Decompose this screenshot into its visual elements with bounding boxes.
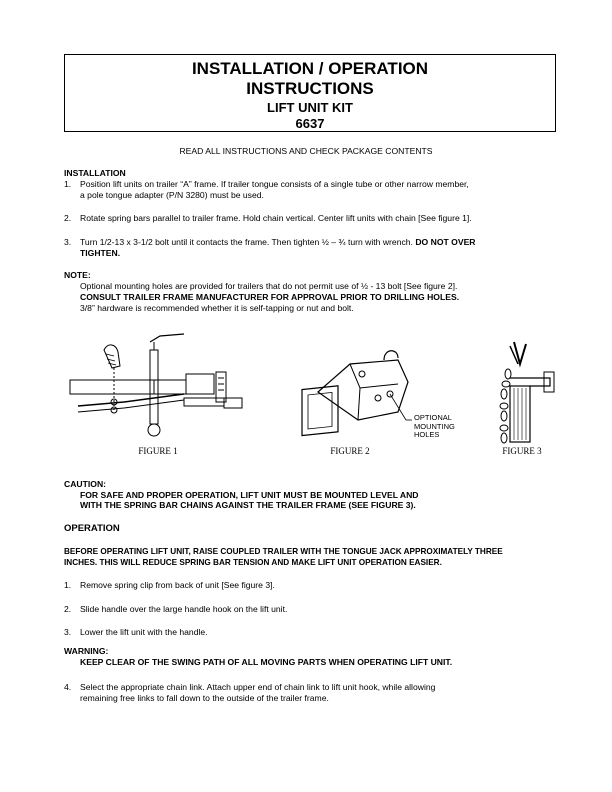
note-line-1: Optional mounting holes are provided for trailers that do not permit use of ½ - 13 bolt [See figure 2].	[80, 281, 458, 291]
figure-1-caption: FIGURE 1	[138, 446, 178, 456]
install-step-2-num: 2.	[64, 213, 72, 223]
installation-heading: INSTALLATION	[64, 168, 126, 178]
operation-intro-line-2: INCHES. THIS WILL REDUCE SPRING BAR TENSION AND MAKE LIFT UNIT OPERATION EASIER.	[64, 558, 442, 567]
warning-heading: WARNING:	[64, 646, 109, 656]
callout-line-3: HOLES	[414, 430, 440, 439]
op-step-1-num: 1.	[64, 580, 72, 590]
op-step-4-num: 4.	[64, 682, 72, 692]
read-all-notice: READ ALL INSTRUCTIONS AND CHECK PACKAGE CONTENTS	[179, 146, 433, 156]
install-step-1-line-1: Position lift units on trailer “A” frame. If trailer tongue consists of a single tube or other narrow member,	[80, 179, 469, 189]
install-step-1-num: 1.	[64, 179, 72, 189]
title-line-2: INSTRUCTIONS	[246, 79, 374, 98]
callout-line-1: OPTIONAL	[414, 413, 452, 422]
caution-line-2: WITH THE SPRING BAR CHAINS AGAINST THE TRAILER FRAME (SEE FIGURE 3).	[80, 500, 416, 510]
operation-intro-line-1: BEFORE OPERATING LIFT UNIT, RAISE COUPLED TRAILER WITH THE TONGUE JACK APPROXIMATELY THREE	[64, 547, 503, 556]
figure-1-illustration	[64, 332, 244, 444]
install-step-3-text: Turn 1/2-13 x 3-1/2 bolt until it contacts the frame. Then tighten ½ – ¾ turn with wrench.	[80, 237, 416, 247]
note-heading: NOTE:	[64, 270, 91, 280]
install-step-3-warning: DO NOT OVER	[415, 237, 476, 247]
note-line-2: CONSULT TRAILER FRAME MANUFACTURER FOR APPROVAL PRIOR TO DRILLING HOLES.	[80, 292, 460, 302]
title-line-1: INSTALLATION / OPERATION	[191, 59, 429, 78]
install-step-3-line-2: TIGHTEN.	[80, 248, 121, 258]
op-step-2-num: 2.	[64, 604, 72, 614]
op-step-3-num: 3.	[64, 627, 72, 637]
op-step-3-text: Lower the lift unit with the handle.	[80, 627, 208, 637]
install-step-1-line-2: a pole tongue adapter (P/N 3280) must be used.	[80, 190, 264, 200]
operation-heading: OPERATION	[64, 523, 120, 534]
figure-3-illustration	[480, 338, 560, 444]
caution-line-1: FOR SAFE AND PROPER OPERATION, LIFT UNIT MUST BE MOUNTED LEVEL AND	[80, 490, 419, 500]
op-step-4-line-1: Select the appropriate chain link. Attach upper end of chain link to lift unit hook, while allowing	[80, 682, 436, 692]
part-number: 6637	[295, 116, 325, 131]
op-step-2-text: Slide handle over the large handle hook on the lift unit.	[80, 604, 288, 614]
warning-line-1: KEEP CLEAR OF THE SWING PATH OF ALL MOVING PARTS WHEN OPERATING LIFT UNIT.	[80, 657, 453, 667]
callout-line-2: MOUNTING	[414, 421, 455, 431]
figure-2-caption: FIGURE 2	[330, 446, 370, 456]
note-line-3: 3/8” hardware is recommended whether it is self-tapping or nut and bolt.	[80, 303, 354, 313]
subtitle: LIFT UNIT KIT	[267, 100, 353, 115]
op-step-4-line-2: remaining free links to fall down to the outside of the trailer frame.	[80, 693, 329, 703]
install-step-3-num: 3.	[64, 237, 72, 247]
title-box	[64, 54, 556, 132]
caution-heading: CAUTION:	[64, 479, 107, 489]
install-step-2-text: Rotate spring bars parallel to trailer frame. Hold chain vertical. Center lift units with chain [See figure 1].	[80, 213, 472, 223]
op-step-1-text: Remove spring clip from back of unit [See figure 3].	[80, 580, 275, 590]
figure-2-callout	[414, 414, 455, 440]
install-step-3-line-1	[80, 237, 476, 248]
figure-3-caption: FIGURE 3	[502, 446, 542, 456]
